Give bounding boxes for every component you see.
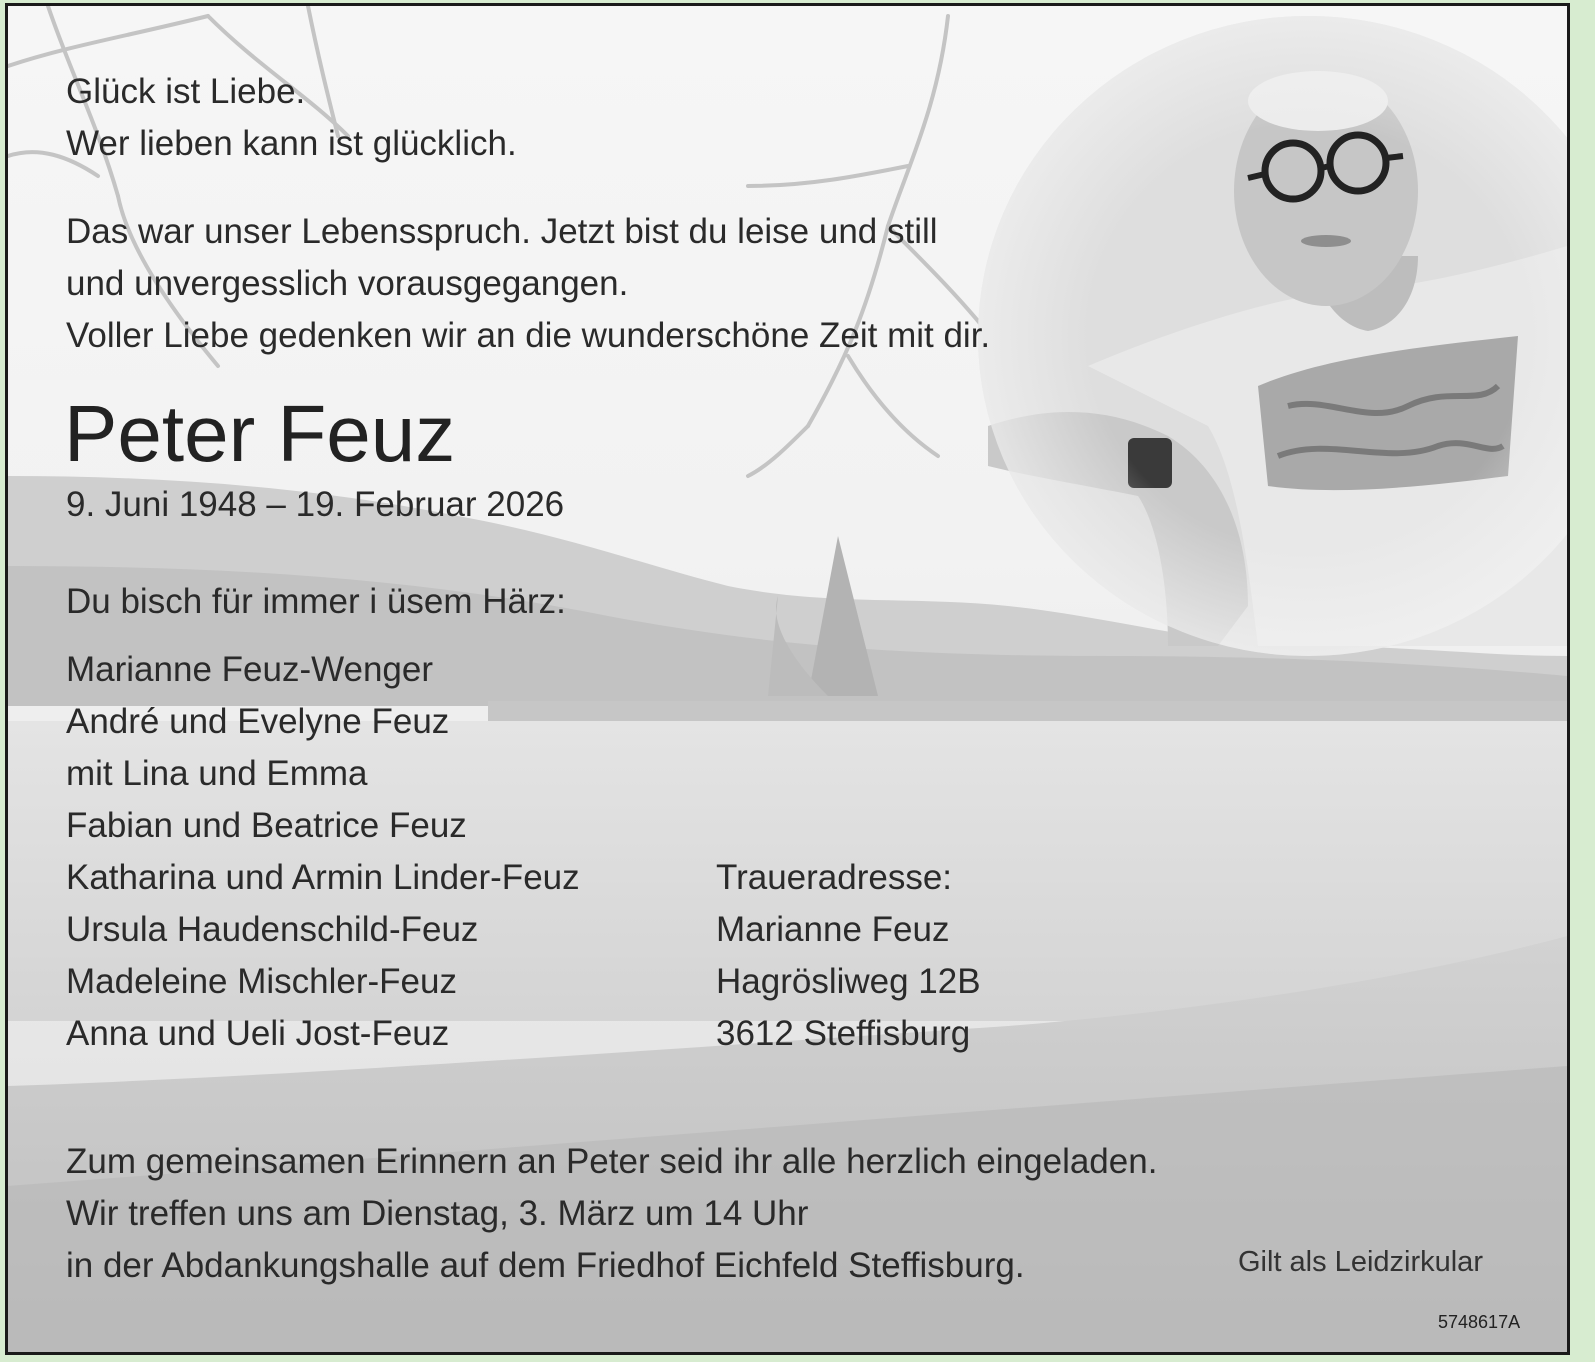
- saying-line: Das war unser Lebensspruch. Jetzt bist du leise und still: [66, 212, 938, 251]
- address-line: Marianne Feuz: [716, 910, 950, 949]
- reference-number: 5748617A: [1438, 1312, 1521, 1332]
- mourner: Fabian und Beatrice Feuz: [66, 806, 467, 845]
- motto-line: Wer lieben kann ist glücklich.: [66, 124, 517, 163]
- heart-line: Du bisch für immer i üsem Härz:: [66, 582, 566, 621]
- mourner: Katharina und Armin Linder-Feuz: [66, 858, 580, 897]
- circular-note: Gilt als Leidzirkular: [1238, 1246, 1483, 1278]
- address-line: Hagrösliweg 12B: [716, 962, 981, 1001]
- deceased-name: Peter Feuz: [64, 389, 456, 478]
- mourner: Ursula Haudenschild-Feuz: [66, 910, 479, 949]
- mourner: Anna und Ueli Jost-Feuz: [66, 1014, 450, 1053]
- life-dates: 9. Juni 1948 – 19. Februar 2026: [66, 485, 565, 524]
- life-saying: [66, 206, 990, 362]
- portrait-photo: [978, 16, 1567, 656]
- saying-line: Voller Liebe gedenken wir an die wunderschöne Zeit mit dir.: [66, 316, 991, 355]
- motto-line: Glück ist Liebe.: [66, 72, 306, 111]
- invitation-line: Wir treffen uns am Dienstag, 3. März um 14 Uhr: [66, 1194, 809, 1233]
- obituary-notice: [5, 3, 1570, 1355]
- mourners-list: [66, 644, 580, 1060]
- mourning-address: [716, 852, 981, 1060]
- address-line: 3612 Steffisburg: [716, 1014, 971, 1053]
- mourner: Marianne Feuz-Wenger: [66, 650, 434, 689]
- invitation-line: Zum gemeinsamen Erinnern an Peter seid ihr alle herzlich eingeladen.: [66, 1142, 1158, 1181]
- saying-line: und unvergesslich vorausgegangen.: [66, 264, 629, 303]
- address-label: Traueradresse:: [716, 858, 953, 897]
- mourner: Madeleine Mischler-Feuz: [66, 962, 457, 1001]
- invitation-line: in der Abdankungshalle auf dem Friedhof Eichfeld Steffisburg.: [66, 1246, 1025, 1285]
- mourner: André und Evelyne Feuz: [66, 702, 450, 741]
- invitation: [66, 1136, 1157, 1292]
- motto: [66, 66, 517, 170]
- mourner: mit Lina und Emma: [66, 754, 368, 793]
